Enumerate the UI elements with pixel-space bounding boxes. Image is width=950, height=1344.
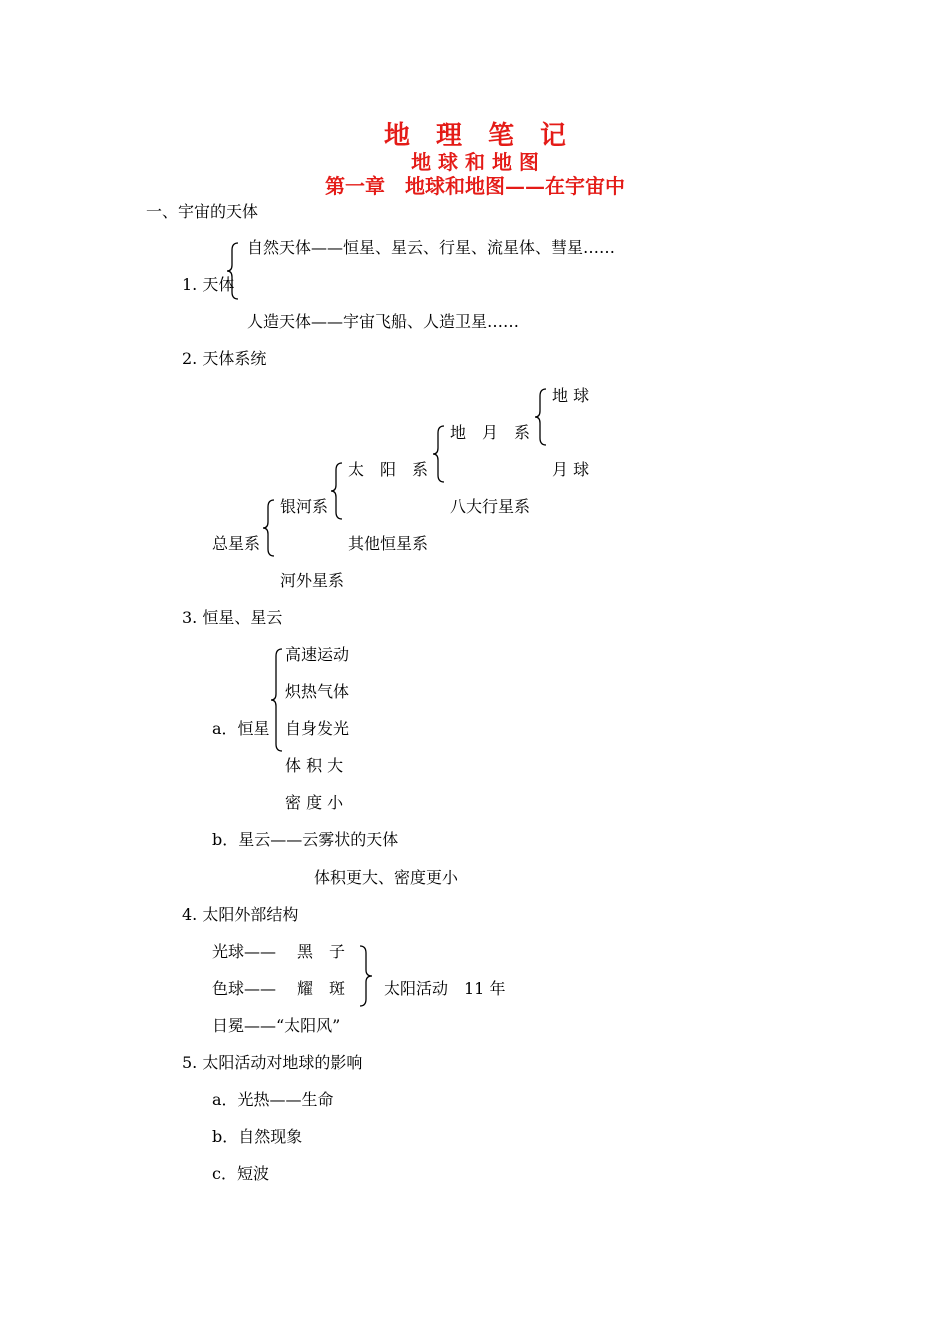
brace-solar-activity [358,945,374,1007]
item4-label: 4. 太阳外部结构 [182,905,299,924]
page-title: 地 理 笔 记 [383,121,566,151]
chapter-title: 第一章 地球和地图——在宇宙中 [325,174,625,198]
brace-milky-way [330,462,344,520]
item1-label: 1. 天体 [182,275,235,294]
flares: 耀 斑 [297,979,346,998]
node-milky-way: 银河系 [280,497,329,516]
item5-label: 5. 太阳活动对地球的影响 [182,1053,363,1072]
brace-star-props [270,648,284,752]
effect-2: b．自然现象 [212,1127,303,1146]
page-subtitle: 地 球 和 地 图 [411,150,539,174]
brace-earth-moon [534,388,548,446]
sunspots: 黑 子 [297,942,346,961]
node-earth-moon-system: 地 月 系 [450,423,531,442]
node-moon: 月 球 [552,460,590,479]
effect-1: a．光热——生命 [212,1090,334,1109]
item3-label: 3. 恒星、星云 [182,608,283,627]
item2-label: 2. 天体系统 [182,349,267,368]
star-prop-4: 体 积 大 [285,756,344,775]
artificial-bodies: 人造天体——宇宙飞船、人造卫星…… [247,312,520,331]
node-total-galaxy: 总星系 [212,534,261,553]
node-other-stars: 其他恒星系 [348,534,429,553]
natural-bodies: 自然天体——恒星、星云、行星、流星体、彗星…… [247,238,616,257]
nebula-note: 体积更大、密度更小 [314,868,459,887]
node-solar-system: 太 阳 系 [348,460,429,479]
star-label: a．恒星 [212,719,270,738]
nebula-line: b．星云——云雾状的天体 [212,830,399,849]
section-heading: 一、宇宙的天体 [146,202,259,221]
node-planets: 八大行星系 [450,497,531,516]
node-earth: 地 球 [552,386,590,405]
brace-solar-system [432,425,446,483]
brace-bodies [226,242,240,300]
sun-layer-chromosphere: 色球—— [212,979,277,998]
brace-total [262,499,276,557]
sun-layer-photosphere: 光球—— [212,942,277,961]
effect-3: c．短波 [212,1164,269,1183]
star-prop-3: 自身发光 [285,719,350,738]
solar-activity: 太阳活动 11 年 [384,979,506,998]
star-prop-5: 密 度 小 [285,793,344,812]
star-prop-1: 高速运动 [285,645,350,664]
star-prop-2: 炽热气体 [285,682,350,701]
sun-layer-corona: 日冕——“太阳风” [212,1016,341,1035]
node-extragalactic: 河外星系 [280,571,345,590]
